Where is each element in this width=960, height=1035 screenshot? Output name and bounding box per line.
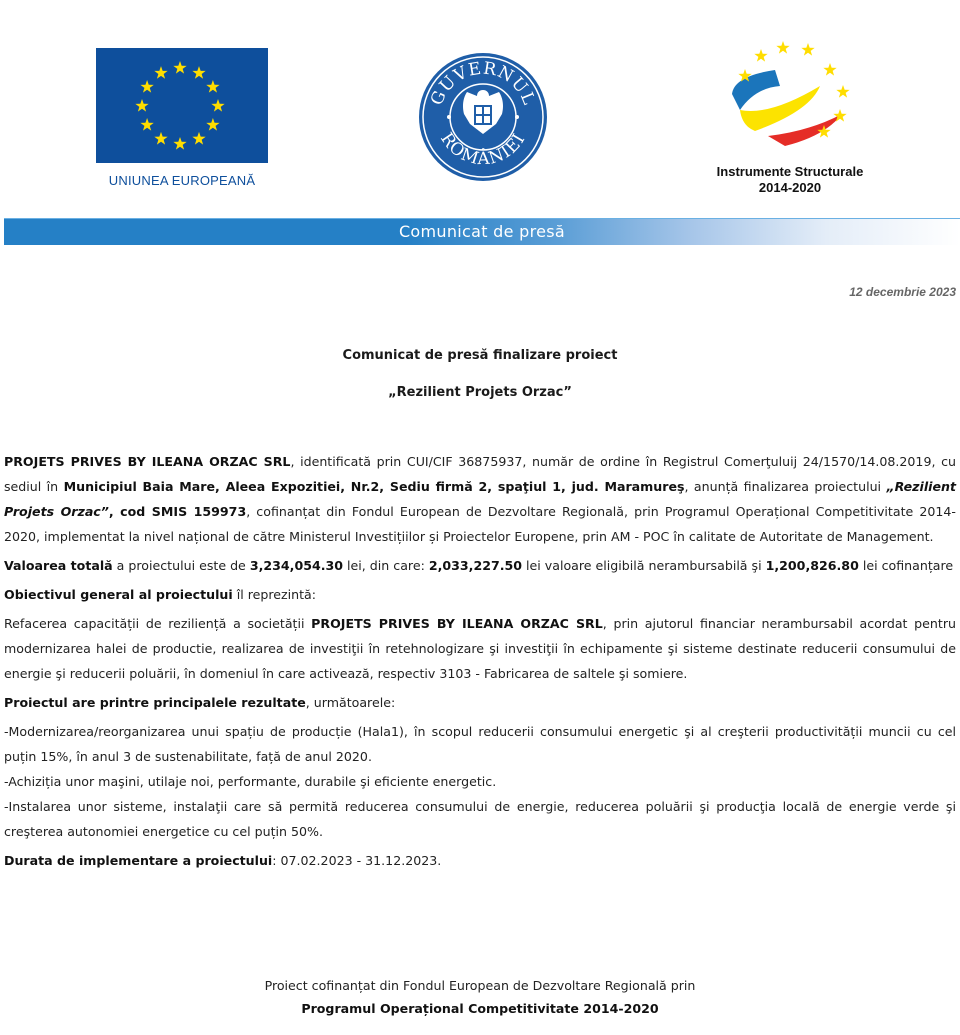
results-label: Proiectul are printre principalele rezultate bbox=[4, 695, 306, 710]
text: , următoarele: bbox=[305, 695, 396, 710]
company-name: PROJETS PRIVES BY ILEANA ORZAC SRL bbox=[4, 454, 291, 469]
project-name: „Rezilient Projets Orzac” bbox=[4, 479, 956, 519]
paragraph-objective-label bbox=[4, 582, 956, 607]
heading-line2: „Rezilient Projets Orzac” bbox=[388, 385, 572, 400]
instrumente-structurale-emblem-icon bbox=[700, 36, 880, 161]
results-list bbox=[4, 719, 956, 844]
eu-star-icon bbox=[140, 118, 153, 131]
instrumente-structurale-logo bbox=[700, 36, 880, 206]
press-release-body bbox=[4, 449, 956, 877]
eu-star-icon bbox=[206, 80, 219, 93]
footer-line2: Programul Operațional Competitivitate 2014-2020 bbox=[301, 1001, 659, 1016]
total-value-label: Valoarea totală bbox=[4, 558, 113, 573]
is-star-icon bbox=[823, 63, 836, 76]
cofinancing-value: 1,200,826.80 bbox=[765, 558, 859, 573]
eu-flag bbox=[96, 48, 268, 163]
company-address: Municipiul Baia Mare, Aleea Expozitiei, Nr.2, Sediu firmă 2, spaţiul 1, jud. Maramureş bbox=[63, 479, 685, 494]
duration-label: Durata de implementare a proiectului bbox=[4, 853, 273, 868]
paragraph-total-value bbox=[4, 553, 956, 578]
result-item: -Modernizarea/reorganizarea unui spațiu de producție (Hala1), în scopul reducerii consumului energetic şi al creşterii productivității muncii cu cel puțin 15%, în anul 3 de sustenabilitate, față de anul 2020. bbox=[4, 724, 956, 764]
text: , prin ajutorul financiar nerambursabil acordat pentru modernizarea halei de productie, realizarea de investiţii în retehnologizare şi investiţii în echipamente şi sisteme destinate reducerii consumului de energie şi reducerii poluării, în domeniul în care activează, respectiv 3103 - Fabricarea de saltele şi somiere. bbox=[4, 616, 956, 681]
smis-code: , cod SMIS 159973 bbox=[108, 504, 247, 519]
company-name: PROJETS PRIVES BY ILEANA ORZAC SRL bbox=[311, 616, 603, 631]
text: , anunță finalizarea proiectului bbox=[684, 479, 887, 494]
text: : 07.02.2023 - 31.12.2023. bbox=[272, 853, 442, 868]
heading-line1: Comunicat de presă finalizare proiect bbox=[342, 348, 618, 363]
press-release-banner bbox=[4, 218, 960, 245]
eu-star-icon bbox=[192, 66, 205, 79]
government-seal-icon bbox=[418, 52, 548, 182]
is-star-icon bbox=[776, 41, 789, 54]
text: Refacerea capacității de reziliență a societății bbox=[4, 616, 312, 631]
is-star-icon bbox=[836, 85, 849, 98]
paragraph-results-label bbox=[4, 690, 956, 715]
result-item: -Instalarea unor sisteme, instalaţii care să permită reducerea consumului de energie, reducerea poluării şi producţia locală de energie verde şi creşterea autonomiei energetice cu cel puțin 50%. bbox=[4, 799, 956, 839]
eu-star-icon bbox=[154, 66, 167, 79]
eu-label: UNIUNEA EUROPEANĂ bbox=[108, 173, 256, 188]
text: , identificată prin CUI/CIF 36875937, număr de ordine în Registrul Comerţuluij 24/1570/14.08.2019, cu sediul în bbox=[4, 454, 957, 494]
footer-line1: Proiect cofinanțat din Fondul European de Dezvoltare Regională prin bbox=[264, 978, 696, 993]
text: lei, din care: bbox=[343, 558, 429, 573]
text: îl reprezintă: bbox=[232, 587, 317, 602]
eu-star-icon bbox=[173, 137, 186, 150]
is-star-icon bbox=[801, 43, 814, 56]
gov-bottom-text: ROMÂNIEI bbox=[436, 129, 530, 170]
result-item: -Achiziția unor maşini, utilaje noi, performante, durabile şi eficiente energetic. bbox=[4, 774, 497, 789]
objective-label: Obiectivul general al proiectului bbox=[4, 587, 233, 602]
eu-stars-icon bbox=[96, 48, 268, 163]
banner-title: Comunicat de presă bbox=[398, 222, 566, 241]
is-star-icon bbox=[754, 49, 767, 62]
is-label bbox=[700, 164, 880, 196]
logos-header bbox=[0, 0, 960, 210]
guvernul-romaniei-logo bbox=[418, 52, 548, 182]
gov-top-text: GUVERNUL bbox=[426, 58, 540, 109]
total-value: 3,234,054.30 bbox=[249, 558, 344, 573]
is-label-line2: 2014-2020 bbox=[758, 180, 822, 195]
eu-star-icon bbox=[154, 132, 167, 145]
eu-star-icon bbox=[135, 99, 148, 112]
release-date: 12 decembrie 2023 bbox=[849, 285, 956, 299]
text: , cofinanțat din Fondul European de Dezvoltare Regională, prin Programul Operațional Competitivitate 2014-2020, implementat la nivel național de către Ministerul Investițiilor și Proiectelor Europene, prin AM - POC în calitate de Autoritate de Management. bbox=[4, 504, 956, 544]
eu-star-icon bbox=[192, 132, 205, 145]
paragraph-company-intro bbox=[4, 449, 956, 549]
is-label-line1: Instrumente Structurale bbox=[716, 164, 864, 179]
text: lei cofinanțare bbox=[858, 558, 954, 573]
eu-logo bbox=[96, 48, 268, 188]
eu-star-icon bbox=[173, 61, 186, 74]
eu-star-icon bbox=[211, 99, 224, 112]
paragraph-duration bbox=[4, 848, 956, 873]
eu-star-icon bbox=[206, 118, 219, 131]
text: a proiectului este de bbox=[112, 558, 250, 573]
eligible-value: 2,033,227.50 bbox=[428, 558, 523, 573]
text: lei valoare eligibilă nerambursabilă şi bbox=[522, 558, 766, 573]
paragraph-objective bbox=[4, 611, 956, 686]
eu-star-icon bbox=[140, 80, 153, 93]
